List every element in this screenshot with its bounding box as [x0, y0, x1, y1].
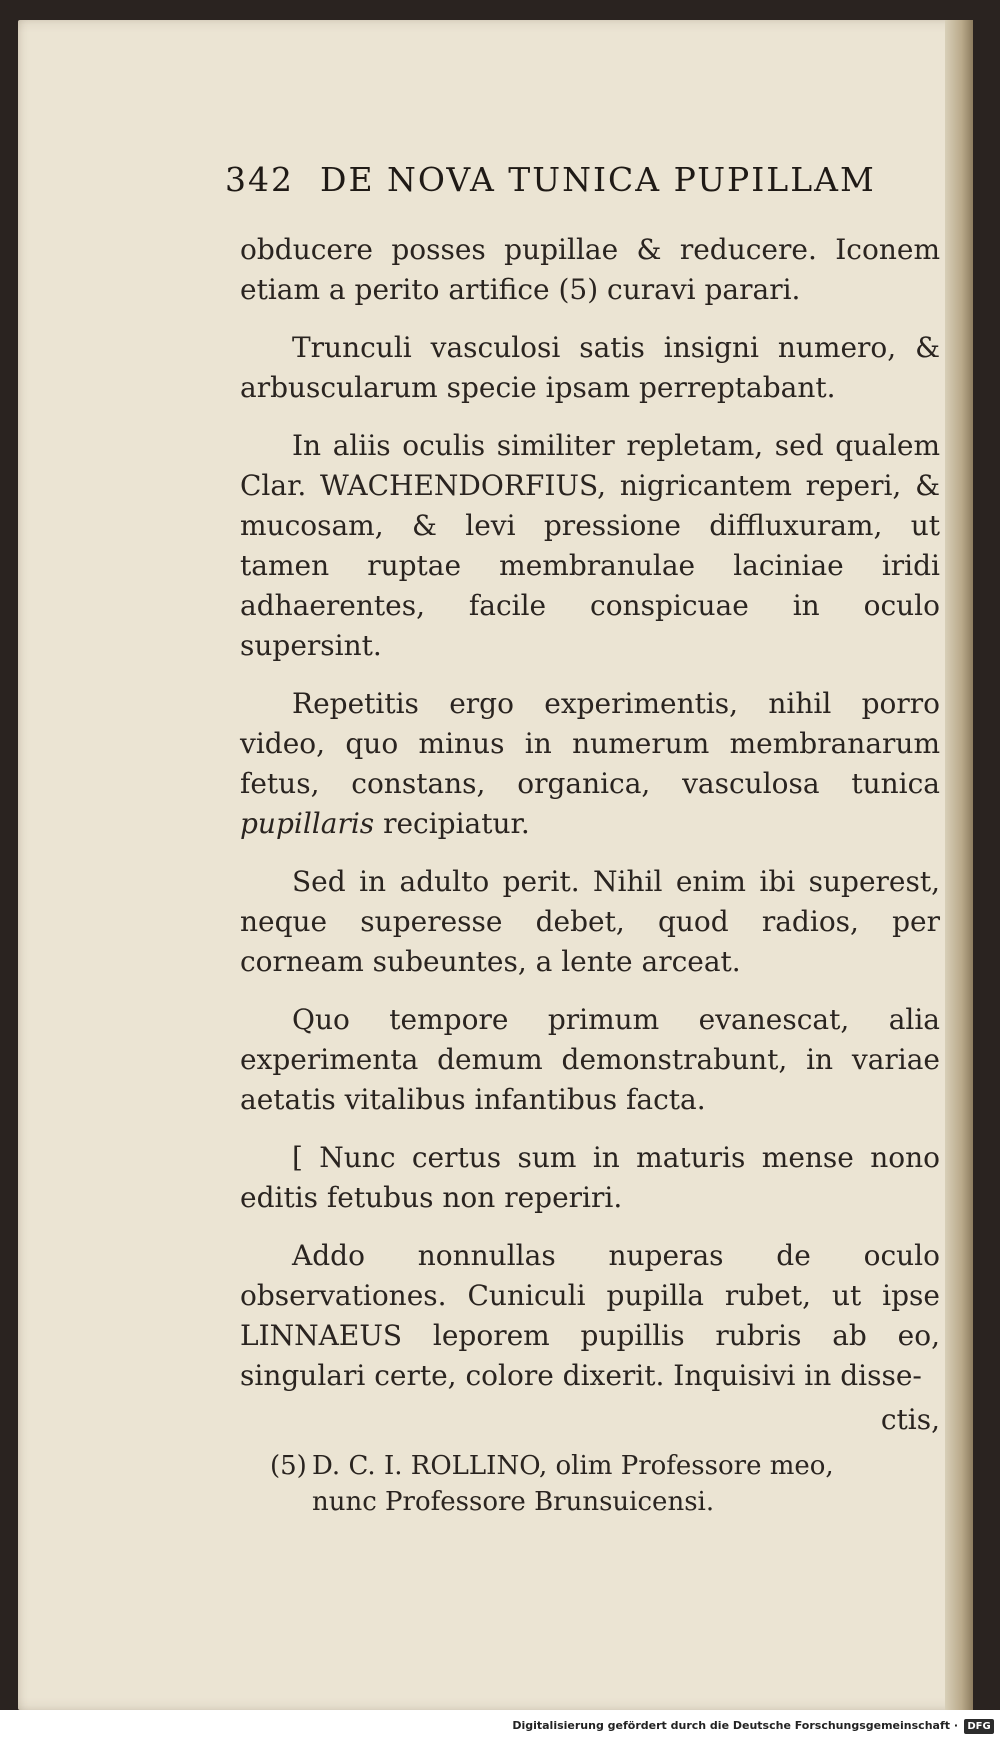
running-header — [225, 160, 905, 199]
page-number: 342 — [225, 160, 294, 199]
catchword: ctis, — [880, 1403, 940, 1436]
paragraph-1: obducere posses pupillae & reducere. Iconem etiam a perito artifice (5) curavi parari. — [240, 233, 940, 306]
paragraph-3: In aliis oculis similiter repletam, sed qualem Clar. WACHENDORFIUS, nigricantem reperi, & mucosam, & levi pressione diffluxuram, ut tamen ruptae membranulae laciniae iridi adhaerentes, facile conspicuae in oculo supersint. — [240, 429, 940, 662]
running-title: DE NOVA TUNICA PUPILLAM — [320, 160, 876, 199]
paragraph-2: Trunculi vasculosi satis insigni numero, & arbuscularum specie ipsam perreptabant. — [240, 331, 940, 404]
paragraph-6: Quo tempore primum evanescat, alia experimenta demum demonstrabunt, in variae aetatis vitalibus infantibus facta. — [240, 1003, 940, 1116]
paragraph-4 — [240, 684, 940, 844]
paragraph-5: Sed in adulto perit. Nihil enim ibi superest, neque superesse debet, quod radios, per corneam subeuntes, a lente arceat. — [240, 865, 940, 978]
body-text — [240, 230, 940, 1440]
paragraph-4-text: Repetitis ergo experimentis, nihil porro video, quo minus in numerum membranarum fetus, constans, organica, vasculosa tunica — [240, 687, 940, 800]
footnote-line-1: D. C. I. ROLLINO, olim Professore meo, — [312, 1451, 834, 1481]
paragraph-4-end: recipiatur. — [383, 807, 530, 840]
footnote-mark: (5) — [270, 1451, 307, 1481]
dfg-logo-icon: DFG — [964, 1719, 994, 1734]
funding-credit: Digitalisierung gefördert durch die Deutsche Forschungsgemeinschaft · — [512, 1719, 958, 1732]
paragraph-7: [ Nunc certus sum in maturis mense nono editis fetubus non reperiri. — [240, 1141, 940, 1214]
footnote-line-2: nunc Professore Brunsuicensi. — [312, 1487, 715, 1517]
paragraph-8: Addo nonnullas nuperas de oculo observationes. Cuniculi pupilla rubet, ut ipse LINNAEUS leporem pupillis rubris ab eo, singulari certe, colore dixerit. Inquisivi in disse- — [240, 1239, 940, 1392]
footnote — [270, 1448, 960, 1520]
digitization-footer — [0, 1710, 1000, 1739]
italic-term: pupillaris — [240, 807, 375, 840]
